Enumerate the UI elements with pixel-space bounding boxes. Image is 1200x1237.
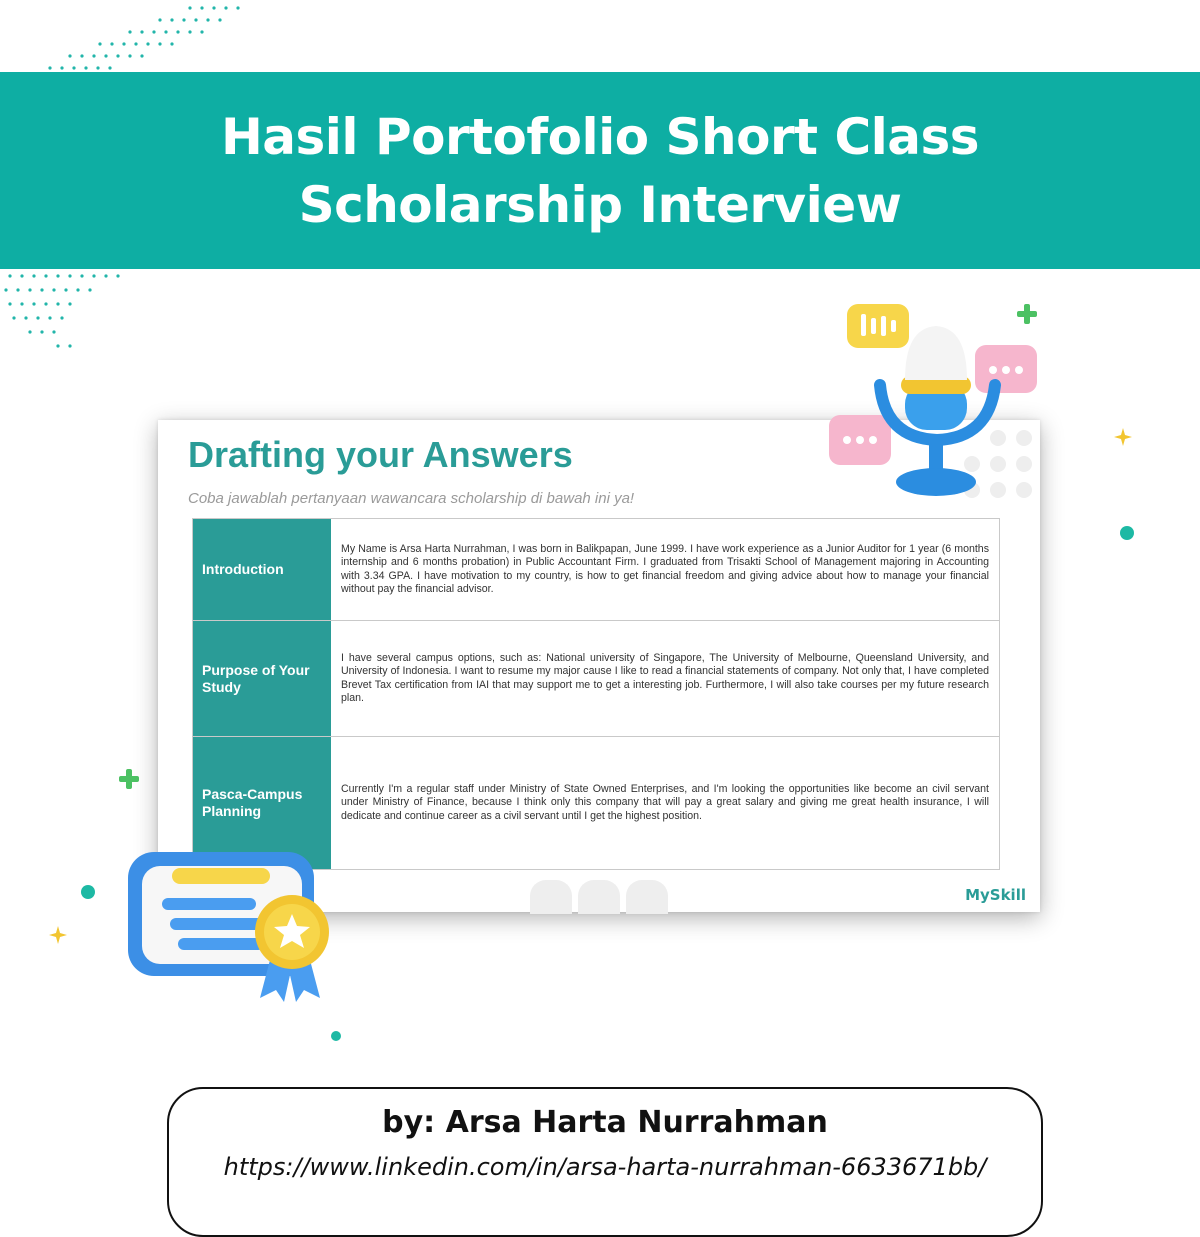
dot-pattern-top xyxy=(40,0,280,80)
answer-row-introduction xyxy=(193,519,999,621)
row-label: Purpose of Your Study xyxy=(193,621,331,736)
star-medal-icon xyxy=(255,895,329,1002)
row-label: Introduction xyxy=(193,519,331,620)
row-answer-text: I have several campus options, such as: National university of Singapore, The University of Melbourne, Queensland University, and University of Indonesia. I want to resume my major cause I like to read a financial statements of company. Not only that, I have completed Brevet Tax certification from IAI that may support me to get a interesting job. Furthermore, I will also take courses per my future research plan. xyxy=(341,651,989,704)
page-title xyxy=(221,103,979,239)
certificate-illustration xyxy=(120,840,350,1010)
plus-sparkle-icon xyxy=(118,768,140,790)
brand-logo: MySkill xyxy=(965,886,1026,904)
chat-bubble-icon xyxy=(975,345,1037,393)
chat-bubble-icon xyxy=(829,415,891,465)
sparkle-icon xyxy=(1114,428,1132,446)
decorative-dot xyxy=(80,884,96,900)
row-answer-text: Currently I'm a regular staff under Ministry of State Owned Enterprises, and I'm looking the opportunities like become an civil servant under Ministry of Finance, because I think only this company that will pay a great salary and giving me great health insurance, I will dedicate and continue career as a civil servant until I get the highest position. xyxy=(341,782,989,822)
sparkle-icon xyxy=(49,926,67,944)
linkedin-link[interactable]: https://www.linkedin.com/in/arsa-harta-nurrahman-6633671bb/ xyxy=(223,1153,987,1181)
answer-row-purpose xyxy=(193,621,999,737)
page-title-line-1: Hasil Portofolio Short Class xyxy=(220,107,980,166)
row-label: Pasca-Campus Planning xyxy=(193,737,331,869)
decorative-dot xyxy=(1119,525,1135,541)
page-title-line-2: Scholarship Interview xyxy=(298,175,902,234)
decorative-dot xyxy=(330,1030,342,1042)
row-answer-text: My Name is Arsa Harta Nurrahman, I was born in Balikpapan, June 1999. I have work experience as a Junior Auditor for 1 year (6 months internship and 6 months probation) in Public Accountant Firm. I graduated from Trisakti School of Management majoring in Accounting with 3.34 GPA. I have motivation to my country, is how to get financial freedom and giving advice about how to manage your financial without pay the financial advisor. xyxy=(341,542,989,595)
chat-bubble-icon xyxy=(847,304,909,348)
dot-pattern-left xyxy=(0,268,150,358)
author-name: by: Arsa Harta Nurrahman xyxy=(382,1105,828,1140)
answers-table xyxy=(192,518,1000,870)
byline-box xyxy=(167,1087,1043,1237)
slide-subtitle: Coba jawablah pertanyaan wawancara scholarship di bawah ini ya! xyxy=(188,490,635,507)
slide-title: Drafting your Answers xyxy=(188,434,573,475)
header-banner xyxy=(0,72,1200,269)
microphone-illustration xyxy=(825,290,1050,510)
plus-sparkle-icon xyxy=(1017,304,1037,324)
